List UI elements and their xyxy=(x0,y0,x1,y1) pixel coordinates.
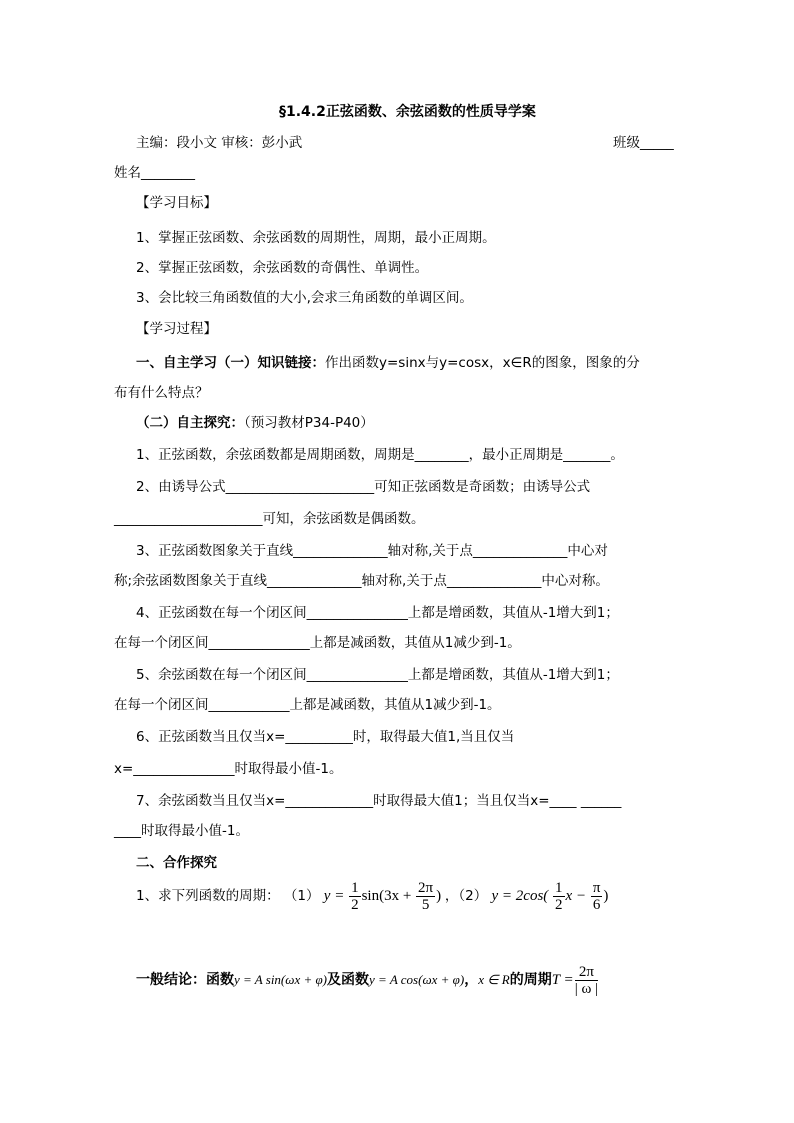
coop-heading: 二、合作探究 xyxy=(136,855,217,871)
question-2a: 2、由诱导公式______________________可知正弦函数是奇函数；由诱导公式 xyxy=(136,479,591,495)
page-title: §1.4.2正弦函数、余弦函数的性质导学案 xyxy=(279,104,536,120)
coop-q1-part2: ，（2） xyxy=(444,888,488,904)
conclusion-and: 及函数 xyxy=(327,972,370,988)
goals-heading: 【学习目标】 xyxy=(136,195,217,211)
formula-cosine-general: y = A cos(ωx + φ) xyxy=(369,972,465,987)
part1-line xyxy=(136,353,640,373)
question-6b: x=_______________时取得最小值-1。 xyxy=(114,761,343,777)
editors-line: 主编：段小文 审核：彭小武 xyxy=(136,135,303,151)
question-4a: 4、正弦函数在每一个闭区间_______________上都是增函数，其值从-1增大到1； xyxy=(136,605,619,621)
question-7a: 7、余弦函数当且仅当x=_____________时取得最大值1；当且仅当x=____ ______ xyxy=(136,793,622,809)
question-5a: 5、余弦函数在每一个闭区间_______________上都是增函数，其值从-1增大到1； xyxy=(136,667,619,683)
question-1: 1、正弦函数，余弦函数都是周期函数，周期是________，最小正周期是_______。 xyxy=(136,447,624,463)
formula-sine-general: y = A sin(ωx + φ) xyxy=(234,972,328,987)
part1-line2: 布有什么特点？ xyxy=(114,385,209,401)
part2-line xyxy=(136,413,374,433)
conclusion-sep: ， xyxy=(464,972,479,988)
goal-item: 2、掌握正弦函数，余弦函数的奇偶性、单调性。 xyxy=(136,260,429,276)
domain-formula: x ∈ R xyxy=(478,972,510,987)
question-2b: ______________________可知，余弦函数是偶函数。 xyxy=(114,511,425,527)
question-7b: ____时取得最小值-1。 xyxy=(114,823,249,839)
part2-heading: （二）自主探究： xyxy=(136,415,244,431)
conclusion-period: 的周期 xyxy=(509,972,552,988)
question-4b: 在每一个闭区间_______________上都是减函数，其值从1减少到-1。 xyxy=(114,635,521,651)
part1-text: 作出函数y=sinx与y=cosx，x∈R的图象，图象的分 xyxy=(325,355,640,371)
question-3b: 称;余弦函数图象关于直线______________轴对称,关于点______________中心对称。 xyxy=(114,573,609,589)
part1-heading: 一、自主学习（一）知识链接： xyxy=(136,355,325,371)
question-5b: 在每一个闭区间____________上都是减函数，其值从1减少到-1。 xyxy=(114,697,501,713)
part2-text: （预习教材P34-P40） xyxy=(244,415,374,431)
coop-question-1 xyxy=(136,876,608,916)
name-field: 姓名________ xyxy=(114,165,195,181)
goal-item: 3、会比较三角函数值的大小,会求三角函数的单调区间。 xyxy=(136,290,473,306)
formula-1: y = $\frac{1}{2}$ sin(3x + $\frac{2\pi}{5}$ ) xyxy=(323,880,442,914)
general-conclusion xyxy=(136,960,599,1000)
question-3a: 3、正弦函数图象关于直线______________轴对称,关于点______________中心对 xyxy=(136,543,608,559)
coop-q1-part1: （1） xyxy=(283,888,320,904)
coop-q1-label: 1、求下列函数的周期： xyxy=(136,888,280,904)
process-heading: 【学习过程】 xyxy=(136,321,217,337)
question-6a: 6、正弦函数当且仅当x=__________时，取得最大值1,当且仅当 xyxy=(136,729,515,745)
period-formula: T = $\frac{2\pi}{| \omega |}$ xyxy=(551,964,599,998)
class-field: 班级_____ xyxy=(613,135,674,151)
conclusion-label: 一般结论：函数 xyxy=(136,972,234,988)
formula-2: y = 2cos( $\frac{1}{2}$ x − $\frac{\pi}{6}$ ) xyxy=(491,880,609,914)
goal-item: 1、掌握正弦函数、余弦函数的周期性，周期，最小正周期。 xyxy=(136,230,496,246)
